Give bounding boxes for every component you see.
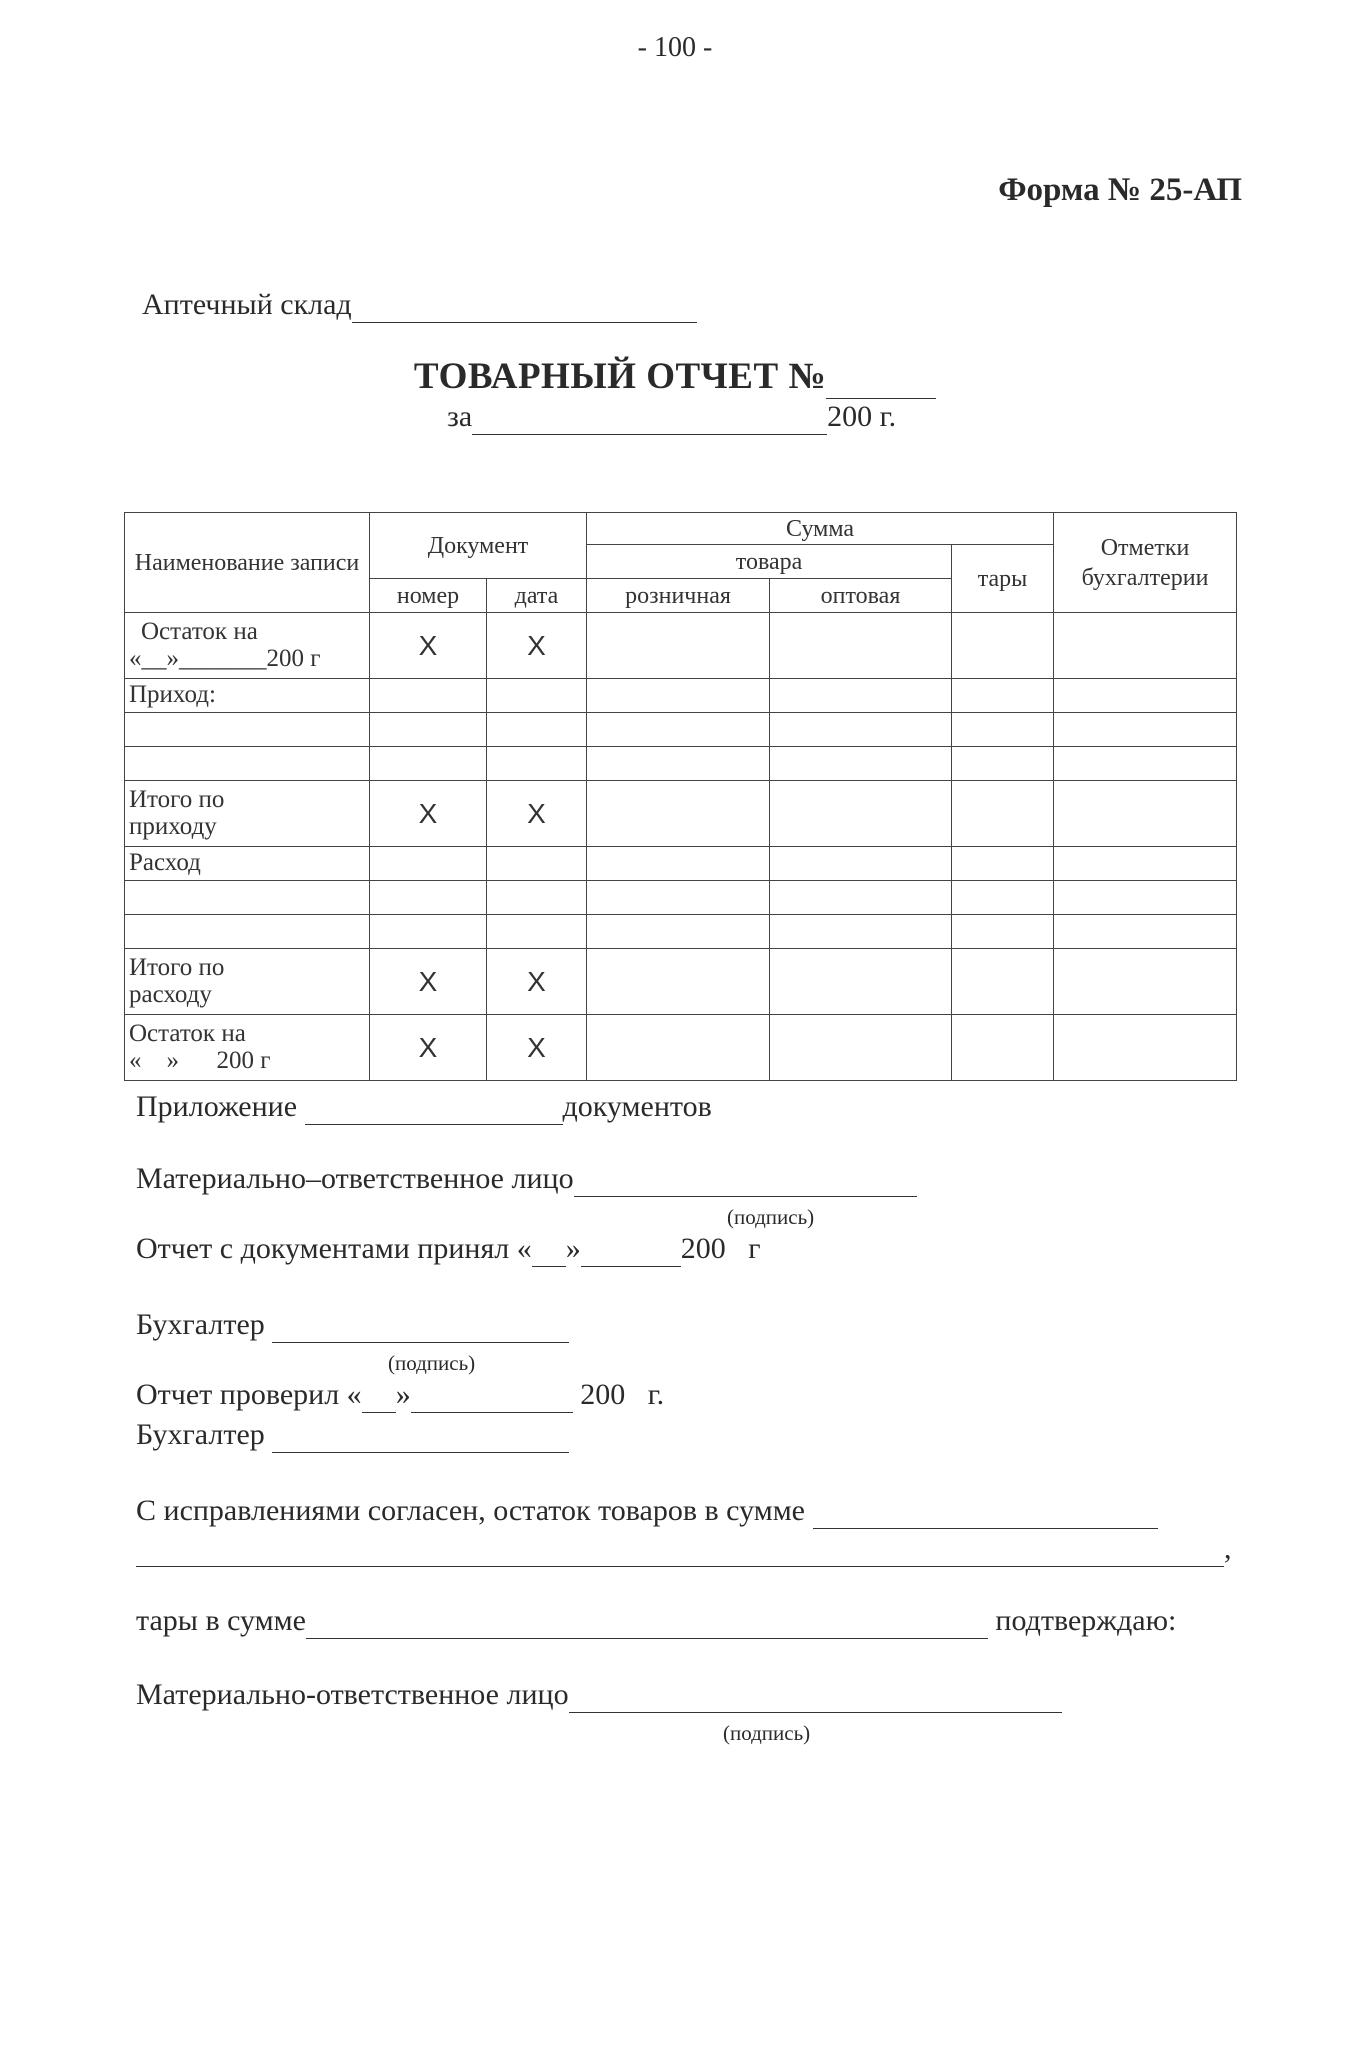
table-cell[interactable] xyxy=(587,881,770,915)
table-cell[interactable] xyxy=(952,1015,1054,1081)
table-cell[interactable] xyxy=(1054,781,1237,847)
header-document: Документ xyxy=(370,513,587,579)
responsible-signature-field[interactable] xyxy=(569,1678,1062,1713)
table-row xyxy=(125,679,1237,713)
period-line xyxy=(447,400,896,435)
table-cell[interactable] xyxy=(487,915,587,949)
table-row xyxy=(125,1015,1237,1081)
table-cell[interactable] xyxy=(1054,613,1237,679)
table-cell[interactable] xyxy=(952,915,1054,949)
table-cell[interactable] xyxy=(370,915,487,949)
responsible-signature-field[interactable] xyxy=(574,1162,917,1197)
table-cell[interactable] xyxy=(587,747,770,781)
table-cell[interactable] xyxy=(587,1015,770,1081)
table-cell[interactable] xyxy=(125,747,370,781)
row-label-expense: Расход xyxy=(125,847,370,881)
table-cell[interactable] xyxy=(487,881,587,915)
table-cell[interactable] xyxy=(770,881,952,915)
table-cell[interactable] xyxy=(1054,747,1237,781)
table-cell[interactable] xyxy=(587,613,770,679)
accepted-mid: » xyxy=(565,1232,581,1265)
table-cell[interactable] xyxy=(1054,881,1237,915)
table-cell[interactable] xyxy=(587,781,770,847)
table-row xyxy=(125,847,1237,881)
table-cell[interactable] xyxy=(770,713,952,747)
table-cell[interactable] xyxy=(952,847,1054,881)
checked-day-field[interactable] xyxy=(362,1378,396,1413)
table-cell[interactable] xyxy=(952,613,1054,679)
x-mark: Х xyxy=(487,1015,587,1081)
header-accounting-notes: Отметки бухгалтерии xyxy=(1054,513,1237,613)
table-cell[interactable] xyxy=(370,713,487,747)
table-cell[interactable] xyxy=(125,713,370,747)
table-cell[interactable] xyxy=(1054,847,1237,881)
table-cell[interactable] xyxy=(487,713,587,747)
form-number: Форма № 25-АП xyxy=(998,172,1242,208)
table-cell[interactable] xyxy=(770,781,952,847)
table-cell[interactable] xyxy=(587,949,770,1015)
page-number: - 100 - xyxy=(637,32,713,63)
period-year: 200 г. xyxy=(827,400,897,433)
signature-caption: (подпись) xyxy=(388,1351,476,1375)
row-label-opening: Остаток на «__»_______200 г xyxy=(125,613,370,679)
accepted-month-field[interactable] xyxy=(581,1232,681,1267)
row-label-total-expense: Итого по расходу xyxy=(125,949,370,1015)
table-cell[interactable] xyxy=(770,747,952,781)
table-cell[interactable] xyxy=(370,881,487,915)
warehouse-label: Аптечный склад xyxy=(142,288,352,321)
table-cell[interactable] xyxy=(1054,1015,1237,1081)
accountant-label: Бухгалтер xyxy=(136,1308,265,1341)
tare-sum-field[interactable] xyxy=(306,1604,988,1639)
report-title: ТОВАРНЫЙ ОТЧЕТ № xyxy=(413,356,827,397)
responsible-line xyxy=(136,1162,917,1197)
table-cell[interactable] xyxy=(952,713,1054,747)
table-cell[interactable] xyxy=(487,679,587,713)
warehouse-line xyxy=(142,288,697,323)
tare-sum-label: тары в сумме xyxy=(136,1604,306,1637)
table-cell[interactable] xyxy=(370,747,487,781)
table-row xyxy=(125,949,1237,1015)
table-cell[interactable] xyxy=(487,747,587,781)
x-mark: Х xyxy=(487,781,587,847)
table-cell[interactable] xyxy=(770,915,952,949)
x-mark: Х xyxy=(370,1015,487,1081)
accepted-day-field[interactable] xyxy=(532,1232,566,1267)
table-cell[interactable] xyxy=(1054,713,1237,747)
comma: , xyxy=(1224,1532,1232,1565)
tare-line xyxy=(136,1604,1176,1639)
x-mark: Х xyxy=(487,949,587,1015)
report-title-line xyxy=(0,355,1350,399)
checked-line xyxy=(136,1378,664,1413)
checked-month-field[interactable] xyxy=(411,1378,573,1413)
attachment-prefix: Приложение xyxy=(136,1090,298,1123)
header-number: номер xyxy=(370,579,487,613)
header-wholesale: оптовая xyxy=(770,579,952,613)
table-cell[interactable] xyxy=(770,613,952,679)
header-name: Наименование записи xyxy=(125,513,370,613)
responsible-line-2 xyxy=(136,1678,1062,1713)
accountant-signature-field[interactable] xyxy=(272,1418,569,1453)
goods-sum-field-continuation[interactable] xyxy=(136,1532,1224,1567)
agreement-text: С исправлениями согласен, остаток товаров в сумме xyxy=(136,1494,805,1527)
row-label-total-income: Итого по приходу xyxy=(125,781,370,847)
header-date: дата xyxy=(487,579,587,613)
x-mark: Х xyxy=(487,613,587,679)
table-row xyxy=(125,613,1237,679)
table-row xyxy=(125,781,1237,847)
accepted-prefix: Отчет с документами принял « xyxy=(136,1232,532,1265)
report-table xyxy=(124,512,1237,1081)
warehouse-field[interactable] xyxy=(352,288,697,323)
accountant-line-2 xyxy=(136,1418,569,1453)
period-prefix: за xyxy=(447,400,473,433)
accountant-label: Бухгалтер xyxy=(136,1418,265,1451)
table-cell[interactable] xyxy=(370,847,487,881)
attachment-line xyxy=(136,1090,712,1125)
x-mark: Х xyxy=(370,613,487,679)
checked-year: 200 г. xyxy=(580,1378,665,1411)
accepted-year: 200 г xyxy=(680,1232,761,1265)
header-tare: тары xyxy=(952,545,1054,613)
table-cell[interactable] xyxy=(1054,679,1237,713)
signature-caption: (подпись) xyxy=(723,1721,811,1745)
table-row xyxy=(125,915,1237,949)
table-cell[interactable] xyxy=(952,747,1054,781)
x-mark: Х xyxy=(370,949,487,1015)
accountant-signature-field[interactable] xyxy=(272,1308,569,1343)
attachment-suffix: документов xyxy=(562,1090,712,1123)
table-row xyxy=(125,713,1237,747)
table-cell[interactable] xyxy=(952,881,1054,915)
table-row xyxy=(125,747,1237,781)
table-cell[interactable] xyxy=(952,949,1054,1015)
attachment-field[interactable] xyxy=(305,1090,563,1125)
signature-caption: (подпись) xyxy=(727,1205,815,1229)
period-field[interactable] xyxy=(472,400,827,435)
table-cell[interactable] xyxy=(587,713,770,747)
table-cell[interactable] xyxy=(1054,915,1237,949)
header-retail: розничная xyxy=(587,579,770,613)
agreement-line xyxy=(136,1494,1158,1529)
table-cell[interactable] xyxy=(952,679,1054,713)
report-number-field[interactable] xyxy=(826,355,936,399)
table-cell[interactable] xyxy=(770,1015,952,1081)
header-sum: Сумма xyxy=(587,513,1054,545)
table-cell[interactable] xyxy=(487,847,587,881)
row-label-closing: Остаток на « » 200 г xyxy=(125,1015,370,1081)
table-cell[interactable] xyxy=(952,781,1054,847)
table-cell[interactable] xyxy=(770,847,952,881)
accepted-line xyxy=(136,1232,761,1267)
table-row xyxy=(125,881,1237,915)
accountant-line xyxy=(136,1308,569,1343)
agreement-continuation xyxy=(136,1532,1232,1567)
table-cell[interactable] xyxy=(587,679,770,713)
x-mark: Х xyxy=(370,781,487,847)
header-goods: товара xyxy=(587,545,952,579)
responsible-label: Материально-ответственное лицо xyxy=(136,1678,569,1711)
table-cell[interactable] xyxy=(1054,949,1237,1015)
row-label-income: Приход: xyxy=(125,679,370,713)
table-cell[interactable] xyxy=(125,881,370,915)
table-cell[interactable] xyxy=(370,679,487,713)
goods-sum-field[interactable] xyxy=(813,1494,1158,1529)
table-cell[interactable] xyxy=(770,679,952,713)
confirm-label: подтверждаю: xyxy=(995,1604,1177,1637)
table-cell[interactable] xyxy=(770,949,952,1015)
responsible-label: Материально–ответственное лицо xyxy=(136,1162,574,1195)
table-cell[interactable] xyxy=(587,847,770,881)
checked-prefix: Отчет проверил « xyxy=(136,1378,362,1411)
table-cell[interactable] xyxy=(125,915,370,949)
table-cell[interactable] xyxy=(587,915,770,949)
checked-mid: » xyxy=(395,1378,411,1411)
